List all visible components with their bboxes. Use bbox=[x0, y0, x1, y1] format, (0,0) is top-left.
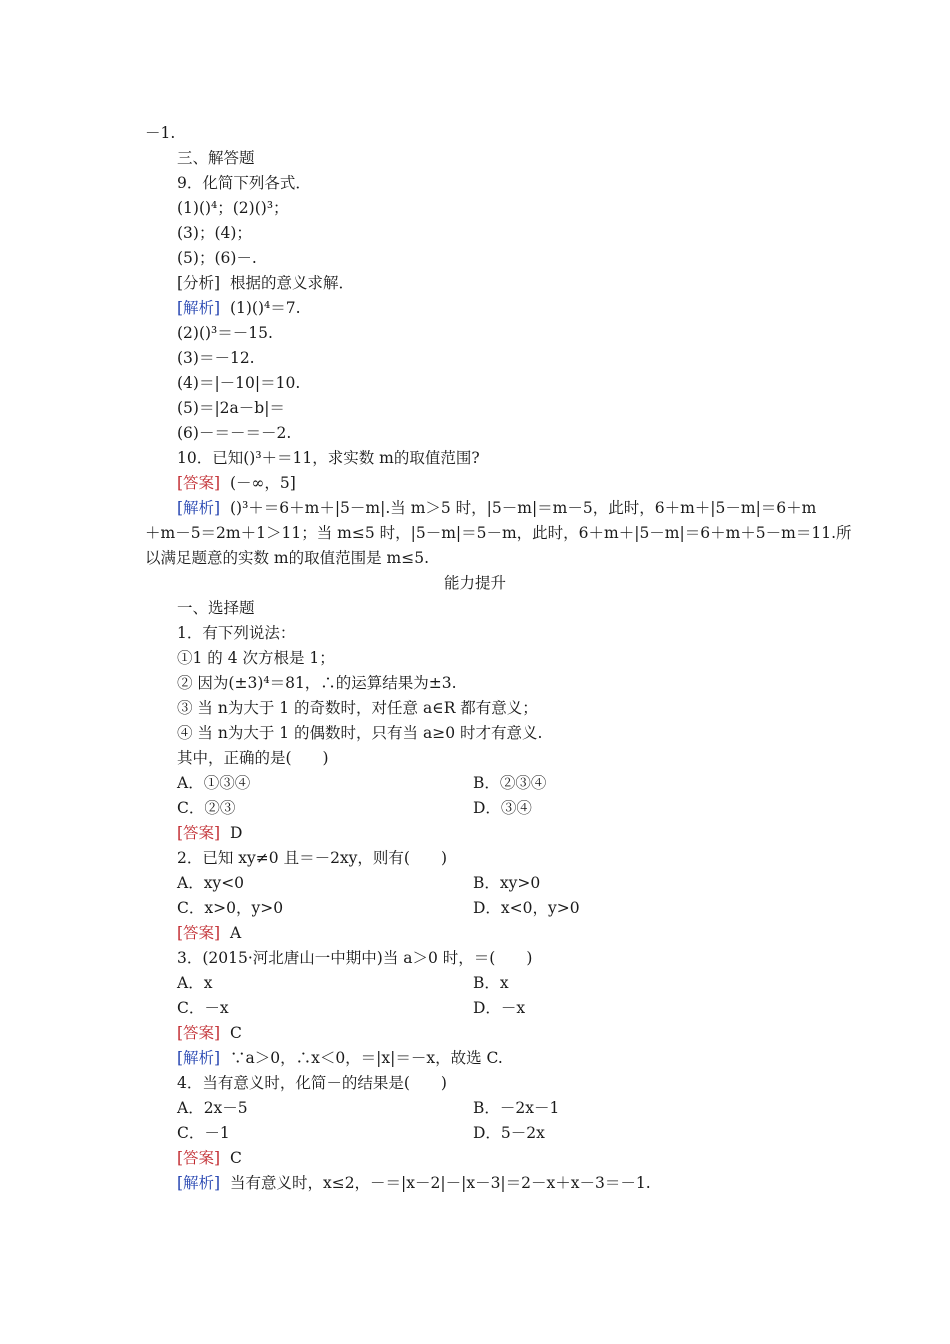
q9-solution-line-6: (6)－＝－＝－2. bbox=[177, 424, 292, 442]
section-heading-answers: 三、解答题 bbox=[177, 149, 255, 167]
q1-statement-3: ③ 当 n为大于 1 的奇数时，对任意 a∈R 都有意义； bbox=[177, 699, 538, 717]
solution-text: (1)()⁴＝7. bbox=[229, 299, 301, 317]
q3-option-b: B．x bbox=[473, 974, 509, 992]
q10-solution-line-2: ＋m－5＝2m＋1＞11；当 m≤5 时，|5－m|＝5－m，此时，6＋m＋|5－m|＝6＋m＋5－m＝11.所 bbox=[145, 524, 852, 542]
q9-part-line-1: (1)()⁴；(2)()³； bbox=[177, 199, 289, 217]
q9-part-line-3: (5)；(6)－. bbox=[177, 249, 257, 267]
q1-option-c: C．②③ bbox=[177, 799, 236, 817]
q2-option-c: C．x>0，y>0 bbox=[177, 899, 284, 917]
q9-solution-line-2: (2)()³＝－15. bbox=[177, 324, 273, 342]
q2-option-a: A．xy<0 bbox=[177, 874, 245, 892]
answer-text: D bbox=[229, 824, 243, 842]
answer-text: A bbox=[229, 924, 242, 942]
answer-tag: [答案] bbox=[177, 924, 221, 942]
q1-question: 其中，正确的是( ) bbox=[177, 749, 329, 767]
q3-option-c: C．－x bbox=[177, 999, 229, 1017]
q1-option-a: A．①③④ bbox=[177, 774, 251, 792]
q1-option-d: D．③④ bbox=[473, 799, 532, 817]
q10-solution-line-3: 以满足题意的实数 m的取值范围是 m≤5. bbox=[145, 549, 430, 567]
q9-solution-line-5: (5)＝|2a－b|＝ bbox=[177, 399, 285, 417]
q10-answer bbox=[177, 472, 296, 494]
q4-option-c: C．－1 bbox=[177, 1124, 230, 1142]
q4-option-a: A．2x－5 bbox=[177, 1099, 248, 1117]
answer-tag: [答案] bbox=[177, 824, 221, 842]
answer-tag: [答案] bbox=[177, 1149, 221, 1167]
q4-answer bbox=[177, 1147, 242, 1169]
solution-text: 当有意义时，x≤2，－＝|x－2|－|x－3|＝2－x＋x－3＝－1. bbox=[229, 1174, 651, 1192]
solution-tag: [解析] bbox=[177, 1174, 221, 1192]
q9-analysis bbox=[177, 272, 354, 294]
answer-tag: [答案] bbox=[177, 474, 221, 492]
q1-statement-1: ①1 的 4 次方根是 1； bbox=[177, 649, 335, 667]
q1-option-b: B．②③④ bbox=[473, 774, 547, 792]
q1-statement-2: ② 因为(±3)⁴＝81，∴的运算结果为±3. bbox=[177, 674, 457, 692]
q4-option-b: B．－2x－1 bbox=[473, 1099, 560, 1117]
q9-solution-line-4: (4)＝|－10|＝10. bbox=[177, 374, 301, 392]
q1-stem: 1．有下列说法： bbox=[177, 624, 296, 642]
solution-text: ()³＋＝6＋m＋|5－m|.当 m＞5 时，|5－m|＝m－5，此时，6＋m＋|5－m|＝6＋m bbox=[229, 499, 817, 517]
section-heading-choice: 一、选择题 bbox=[177, 599, 255, 617]
q4-option-d: D．5－2x bbox=[473, 1124, 545, 1142]
q2-option-d: D．x<0，y>0 bbox=[473, 899, 580, 917]
q4-solution bbox=[177, 1172, 651, 1194]
q4-stem: 4．当有意义时，化简－的结果是( ) bbox=[177, 1074, 447, 1092]
q3-stem: 3．(2015·河北唐山一中期中)当 a＞0 时，＝( ) bbox=[177, 949, 533, 967]
q9-part-line-2: (3)；(4)； bbox=[177, 224, 252, 242]
solution-tag: [解析] bbox=[177, 299, 221, 317]
q9-solution-line-1 bbox=[177, 297, 301, 319]
section-title-ability: 能力提升 bbox=[443, 574, 506, 592]
answer-text: C bbox=[229, 1149, 242, 1167]
q2-stem: 2．已知 xy≠0 且＝－2xy，则有( ) bbox=[177, 849, 448, 867]
q3-option-d: D．－x bbox=[473, 999, 526, 1017]
q3-option-a: A．x bbox=[177, 974, 213, 992]
answer-tag: [答案] bbox=[177, 1024, 221, 1042]
q3-solution bbox=[177, 1047, 503, 1069]
q2-option-b: B．xy>0 bbox=[473, 874, 541, 892]
answer-text: (－∞，5] bbox=[229, 474, 296, 492]
analysis-tag: [分析] bbox=[177, 274, 221, 292]
q1-statement-4: ④ 当 n为大于 1 的偶数时，只有当 a≥0 时才有意义. bbox=[177, 724, 543, 742]
q1-answer bbox=[177, 822, 242, 844]
q9-solution-line-3: (3)＝－12. bbox=[177, 349, 255, 367]
q3-answer bbox=[177, 1022, 242, 1044]
solution-tag: [解析] bbox=[177, 499, 221, 517]
solution-tag: [解析] bbox=[177, 1049, 221, 1067]
q9-stem: 9．化简下列各式． bbox=[177, 174, 311, 192]
q10-solution-line-1 bbox=[177, 497, 816, 519]
analysis-text: 根据的意义求解． bbox=[229, 274, 354, 292]
q2-answer bbox=[177, 922, 241, 944]
q10-stem: 10．已知()³＋＝11，求实数 m的取值范围? bbox=[177, 449, 480, 467]
answer-text: C bbox=[229, 1024, 242, 1042]
solution-text: ∵a＞0，∴x＜0，＝|x|＝－x，故选 C. bbox=[229, 1049, 503, 1067]
continuation-text: －1. bbox=[145, 124, 176, 142]
